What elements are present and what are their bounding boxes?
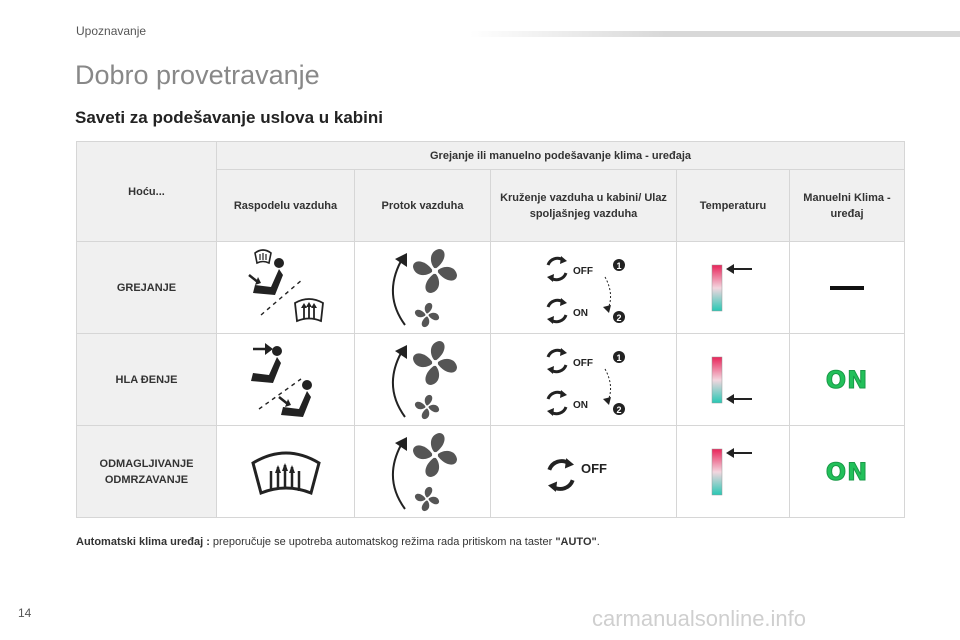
step-1-badge: 1: [615, 260, 622, 271]
recirc-on-label: ON: [572, 307, 588, 319]
page-number: 14: [18, 606, 32, 620]
recirculation-icon: [519, 429, 649, 515]
footnote-end: .: [596, 536, 600, 548]
recirc-off-label: OFF: [580, 460, 607, 476]
row-label-defog: ODMAGLJIVANJE ODMRZAVANJE: [77, 426, 217, 518]
step-1-badge: 1: [615, 352, 622, 363]
step-2-badge: 2: [615, 312, 622, 323]
col-air-flow: Protok vazduha: [355, 170, 491, 242]
corner-header: Hoću...: [77, 142, 217, 242]
small-fan-icon: [414, 394, 438, 418]
recirculation-icon: [519, 245, 649, 331]
watermark: carmanualsonline.info: [592, 606, 807, 631]
recirc-arrows-icon: [547, 256, 567, 282]
recirc-off-label: OFF: [572, 357, 593, 369]
row-label-heating: GREJANJE: [77, 242, 217, 334]
cooling-distribution-icon: [231, 337, 341, 423]
windscreen-small-icon: [255, 250, 271, 263]
fan-speed-icon: [373, 337, 473, 423]
recirculation-icon: [519, 337, 649, 423]
section-label: Upoznavanje: [76, 24, 147, 38]
footnote-key: "AUTO": [555, 536, 597, 548]
recirc-arrows-icon: [547, 348, 567, 374]
temperature-icon: [688, 429, 778, 515]
small-fan-icon: [414, 486, 438, 510]
col-temperature: Temperaturu: [677, 170, 790, 242]
table-row: [77, 334, 905, 426]
header-rule: [470, 31, 960, 37]
table-row: [77, 426, 905, 518]
step-2-badge: 2: [615, 404, 622, 415]
col-air-distribution: Raspodelu vazduha: [217, 170, 355, 242]
recirc-off-label: OFF: [572, 265, 593, 277]
large-fan-icon: [413, 341, 457, 385]
page-title: Dobro provetravanje: [75, 60, 320, 90]
small-fan-icon: [414, 302, 438, 326]
footnote-text: preporučuje se upotreba automatskog režima rada pritiskom na taster: [209, 536, 556, 548]
col-manual-ac: Manuelni Klima - uređaj: [790, 170, 905, 242]
recirc-arrows-icon: [548, 458, 574, 492]
ac-on-label: ON: [825, 457, 869, 486]
large-fan-icon: [413, 433, 457, 477]
recirc-arrows-icon: [547, 298, 567, 324]
seated-person-icon: [279, 380, 312, 417]
ac-on-label: ON: [825, 365, 869, 394]
ac-off-dash: [830, 286, 864, 290]
seated-person-icon: [249, 258, 284, 295]
temperature-icon: [688, 245, 778, 331]
fan-speed-icon: [373, 429, 473, 515]
large-fan-icon: [413, 249, 457, 293]
row-label-cooling: HLA ĐENJE: [77, 334, 217, 426]
col-recirculation: Kruženje vazduha u kabini/ Ulaz spoljašnjeg vazduha: [491, 170, 677, 242]
windscreen-defrost-icon: [231, 429, 341, 515]
temperature-icon: [688, 337, 778, 423]
fan-speed-icon: [373, 245, 473, 331]
group-header: Grejanje ili manuelno podešavanje klima - uređaja: [217, 142, 905, 170]
recirc-arrows-icon: [547, 390, 567, 416]
heating-distribution-icon: [231, 245, 341, 331]
footnote: [76, 536, 600, 548]
recirc-on-label: ON: [572, 399, 588, 411]
page-subtitle: Saveti za podešavanje uslova u kabini: [75, 108, 384, 127]
footnote-bold: Automatski klima uređaj :: [76, 536, 210, 548]
ventilation-table: [76, 141, 905, 518]
seated-person-icon: [251, 343, 282, 383]
table-row: [77, 242, 905, 334]
rear-defrost-icon: [295, 299, 323, 321]
